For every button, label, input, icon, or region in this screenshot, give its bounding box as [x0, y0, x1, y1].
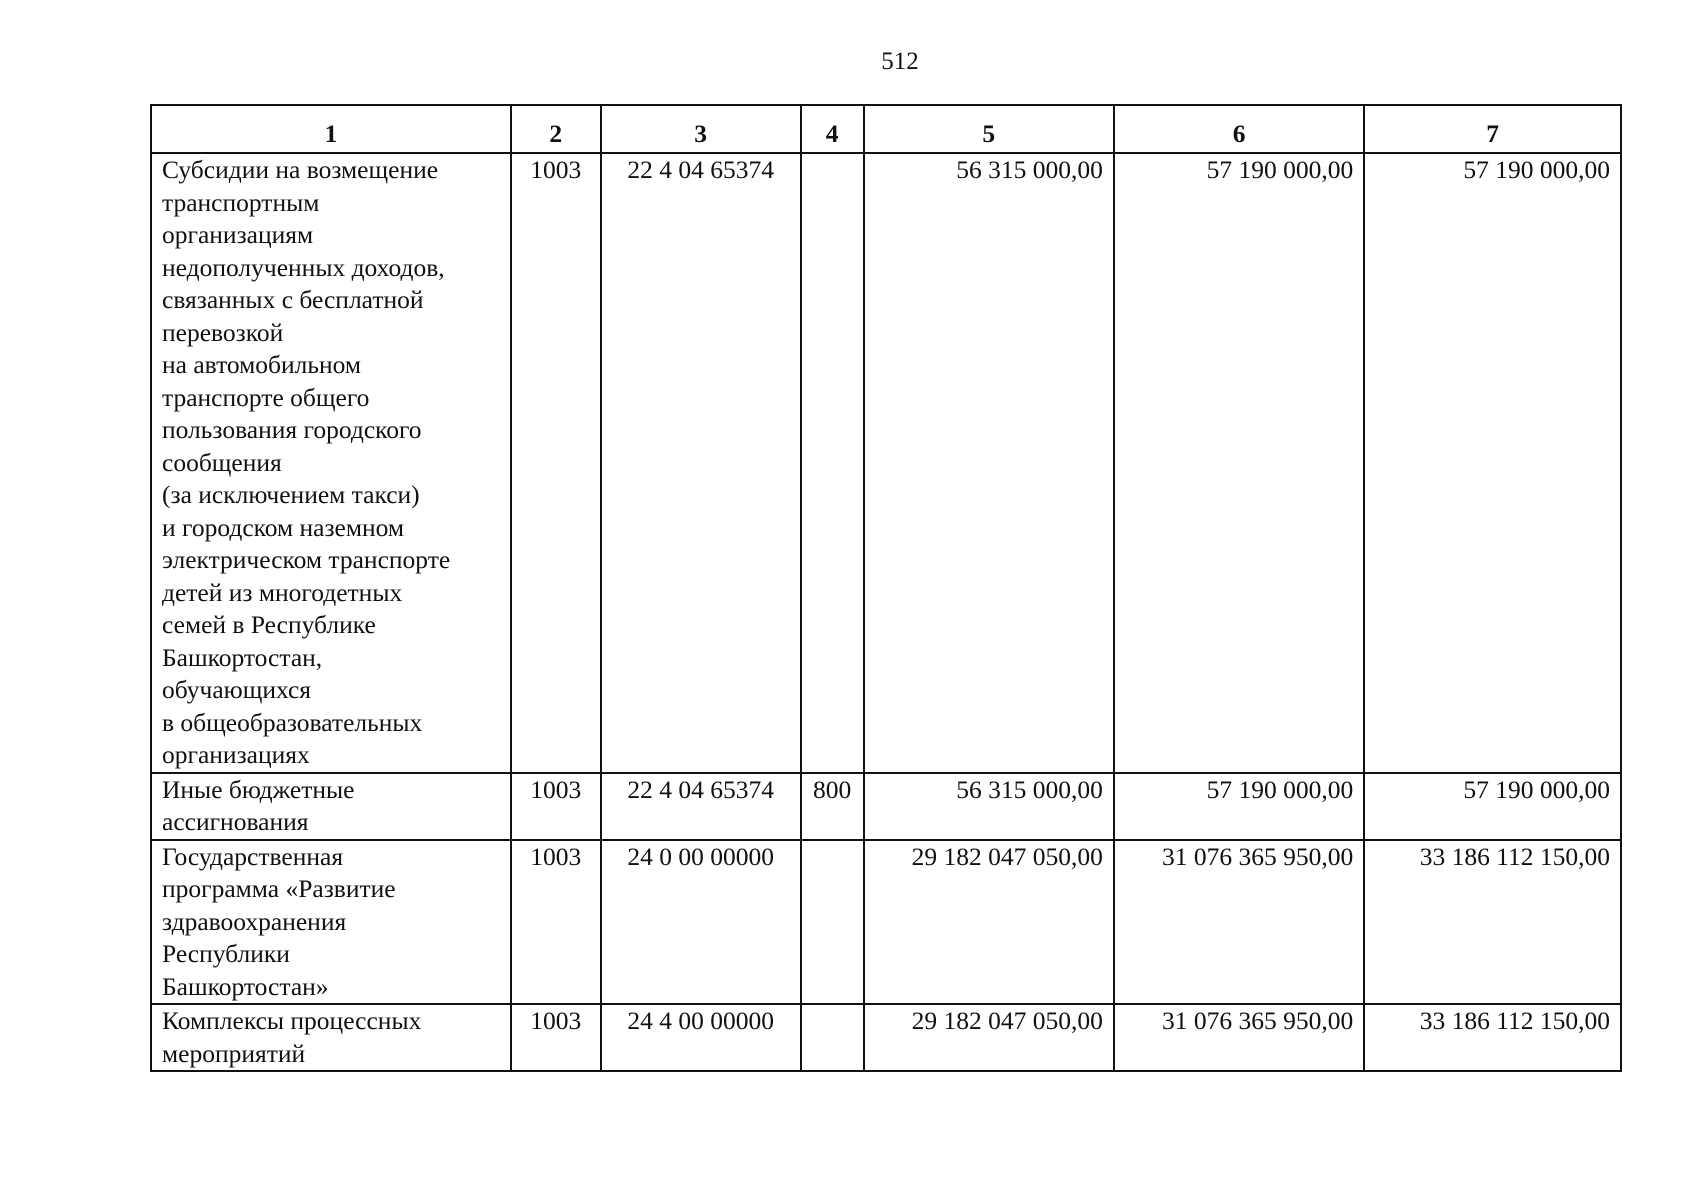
item-name-line: транспортным: [162, 187, 320, 217]
amount-col6-cell: 31 076 365 950,00: [1114, 1004, 1364, 1071]
item-name-line: Башкортостан»: [162, 971, 329, 1001]
page-number: 512: [881, 48, 919, 75]
target-article-cell: 24 4 00 00000: [601, 1004, 801, 1071]
item-name-line: Республики: [162, 939, 290, 968]
item-name-line: организациям: [162, 220, 314, 249]
item-name-line: детей из многодетных: [162, 577, 403, 607]
target-article-cell: 22 4 04 65374: [601, 153, 801, 773]
amount-col7-cell: 57 190 000,00: [1364, 773, 1621, 840]
item-name-line: Государственная: [162, 841, 344, 871]
table-row: [151, 773, 1621, 840]
column-header-3: 3: [601, 105, 801, 153]
amount-col5-cell: 56 315 000,00: [864, 153, 1114, 773]
amount-col6-cell: 57 190 000,00: [1114, 153, 1364, 773]
item-name-line: сообщения: [162, 447, 282, 477]
item-name-line: транспорте общего: [162, 382, 370, 412]
amount-col5-cell: 56 315 000,00: [864, 773, 1114, 840]
item-name-line: на автомобильном: [162, 350, 362, 379]
expense-type-cell: [801, 153, 864, 773]
column-header-5: 5: [864, 105, 1114, 153]
item-name-line: перевозкой: [162, 317, 284, 347]
amount-col5-cell: 29 182 047 050,00: [864, 840, 1114, 1005]
amount-col6-cell: 31 076 365 950,00: [1114, 840, 1364, 1005]
amount-col5-cell: 29 182 047 050,00: [864, 1004, 1114, 1071]
section-code-cell: 1003: [511, 840, 600, 1005]
item-name-line: организациях: [162, 740, 310, 769]
amount-col7-cell: 33 186 112 150,00: [1364, 840, 1621, 1005]
amount-col7-cell: 33 186 112 150,00: [1364, 1004, 1621, 1071]
item-name-line: связанных с бесплатной: [162, 285, 424, 314]
column-header-6: 6: [1114, 105, 1364, 153]
item-name-line: семей в Республике: [162, 610, 376, 639]
item-name-line: пользования городского: [162, 415, 422, 444]
section-code-cell: 1003: [511, 773, 600, 840]
item-name-line: электрическом транспорте: [162, 545, 451, 574]
item-name-line: и городском наземном: [162, 512, 405, 542]
item-name-line: программа «Развитие: [162, 874, 396, 903]
item-name-line: обучающихся: [162, 675, 312, 704]
item-name-line: недополученных доходов,: [162, 252, 445, 282]
item-name-line: (за исключением такси): [162, 480, 420, 509]
table-row: [151, 1004, 1621, 1071]
expense-type-cell: [801, 840, 864, 1005]
item-name-cell: [151, 1004, 511, 1071]
item-name-line: здравоохранения: [162, 906, 347, 936]
section-code-cell: 1003: [511, 1004, 600, 1071]
expense-type-cell: [801, 1004, 864, 1071]
amount-col7-cell: 57 190 000,00: [1364, 153, 1621, 773]
item-name-line: ассигнования: [162, 807, 309, 836]
column-header-4: 4: [801, 105, 864, 153]
item-name-line: Субсидии на возмещение: [162, 155, 439, 184]
item-name-cell: [151, 153, 511, 773]
target-article-cell: 24 0 00 00000: [601, 840, 801, 1005]
section-code-cell: 1003: [511, 153, 600, 773]
item-name-line: мероприятий: [162, 1038, 306, 1068]
column-header-7: 7: [1364, 105, 1621, 153]
table-row: [151, 153, 1621, 773]
column-header-2: 2: [511, 105, 600, 153]
item-name-line: Иные бюджетные: [162, 774, 355, 804]
item-name-cell: [151, 840, 511, 1005]
table-row: [151, 840, 1621, 1005]
expense-type-cell: 800: [801, 773, 864, 840]
item-name-line: Комплексы процессных: [162, 1006, 422, 1035]
item-name-cell: [151, 773, 511, 840]
budget-table: [150, 104, 1622, 1072]
item-name-line: в общеобразовательных: [162, 707, 423, 737]
column-header-1: 1: [151, 105, 511, 153]
item-name-line: Башкортостан,: [162, 642, 323, 672]
target-article-cell: 22 4 04 65374: [601, 773, 801, 840]
header-row: [151, 105, 1621, 153]
amount-col6-cell: 57 190 000,00: [1114, 773, 1364, 840]
